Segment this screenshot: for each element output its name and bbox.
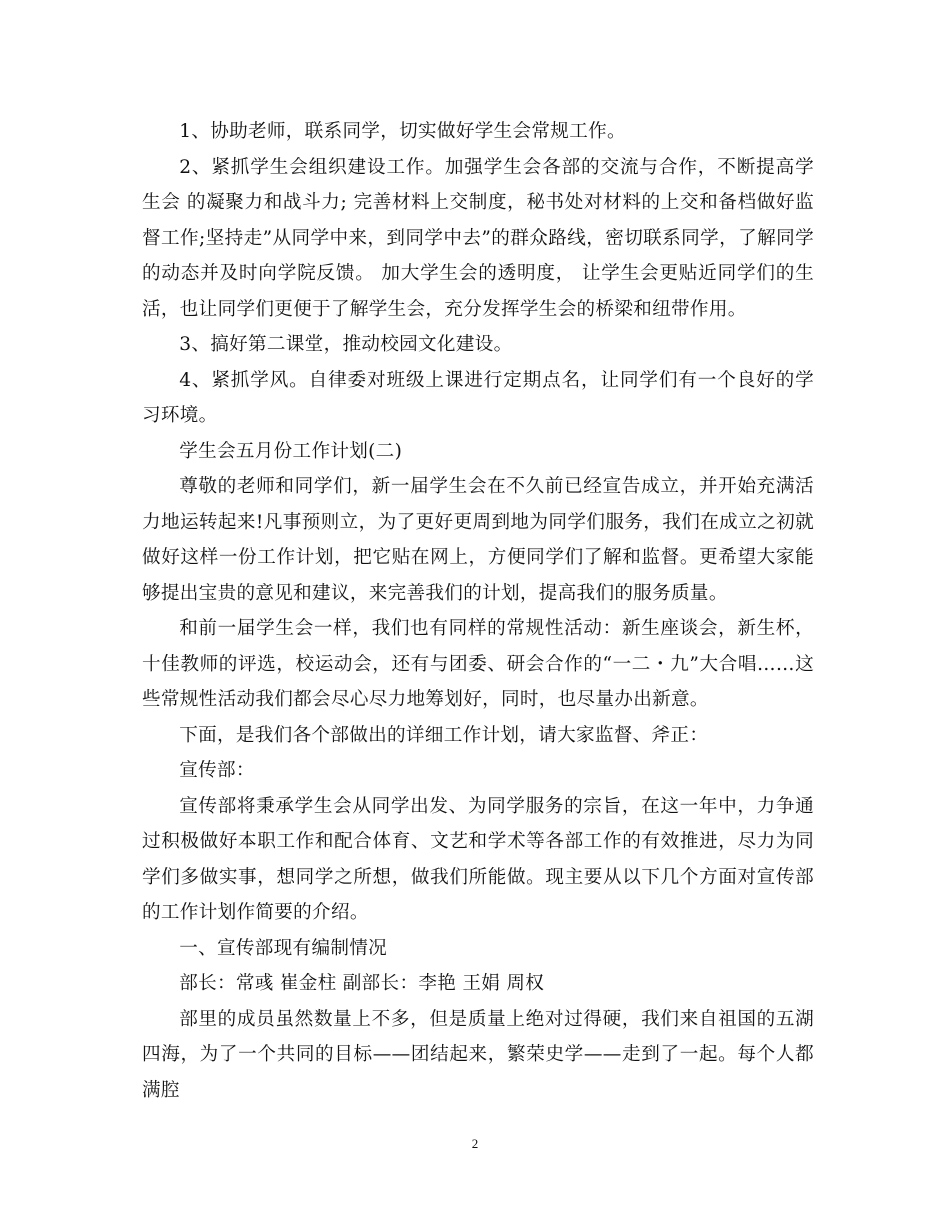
paragraph-item-4: 4、紧抓学风。自律委对班级上课进行定期点名，让同学们有一个良好的学习环境。 <box>142 369 814 426</box>
page-number: 2 <box>471 1136 479 1151</box>
department-heading: 宣传部： <box>179 760 255 781</box>
activities-paragraph: 和前一届学生会一样，我们也有同样的常规性活动：新生座谈会，新生杯，十佳教师的评选，校运动会，还有与团委、研会合作的“一二・九”大合唱……这些常规性活动我们都会尽心尽力地筹划好，同时，也尽量办出新意。 <box>142 618 814 710</box>
plan-lead-paragraph: 下面，是我们各个部做出的详细工作计划，请大家监督、斧正： <box>179 724 709 746</box>
body-text <box>142 114 814 1108</box>
staff-line: 部长：常彧 崔金柱 副部长：李艳 王娟 周权 <box>179 973 545 994</box>
paragraph-item-3: 3、搞好第二课堂，推动校园文化建设。 <box>179 334 513 355</box>
section-heading: 学生会五月份工作计划(二) <box>179 440 403 462</box>
department-paragraph: 宣传部将秉承学生会从同学出发、为同学服务的宗旨，在这一年中，力争通过积极做好本职工作和配合体育、文艺和学术等各部工作的有效推进，尽力为同学们多做实事，想同学之所想，做我们所能做。现主要从以下几个方面对宣传部的工作计划作简要的介绍。 <box>142 795 814 923</box>
members-paragraph: 部里的成员虽然数量上不多，但是质量上绝对过得硬，我们来自祖国的五湖四海，为了一个共同的目标——团结起来，繁荣史学——走到了一起。每个人都满腔 <box>142 1008 814 1101</box>
intro-paragraph: 尊敬的老师和同学们，新一届学生会在不久前已经宣告成立，并开始充满活力地运转起来!凡事预则立，为了更好更周到地为同学们服务，我们在成立之初就做好这样一份工作计划，把它贴在网上，方便同学们了解和监督。更希望大家能够提出宝贵的意见和建议，来完善我们的计划，提高我们的服务质量。 <box>142 476 814 604</box>
paragraph-item-1: 1、协助老师，联系同学，切实做好学生会常规工作。 <box>179 121 626 142</box>
subsection-heading: 一、宣传部现有编制情况 <box>179 937 388 959</box>
paragraph-item-2: 2、紧抓学生会组织建设工作。加强学生会各部的交流与合作，不断提高学生会 的凝聚力和战斗力; 完善材料上交制度，秘书处对材料的上交和备档做好监督工作;坚持走”从同学中来，到同学中去”的群众路线，密切联系同学，了解同学 的动态并及时向学院反馈。 加大学生会的透明度， 让学生会更贴近同学们的生活，也让同学们更便于了解学生会，充分发挥学生会的桥梁和纽带作用。 <box>142 156 814 320</box>
